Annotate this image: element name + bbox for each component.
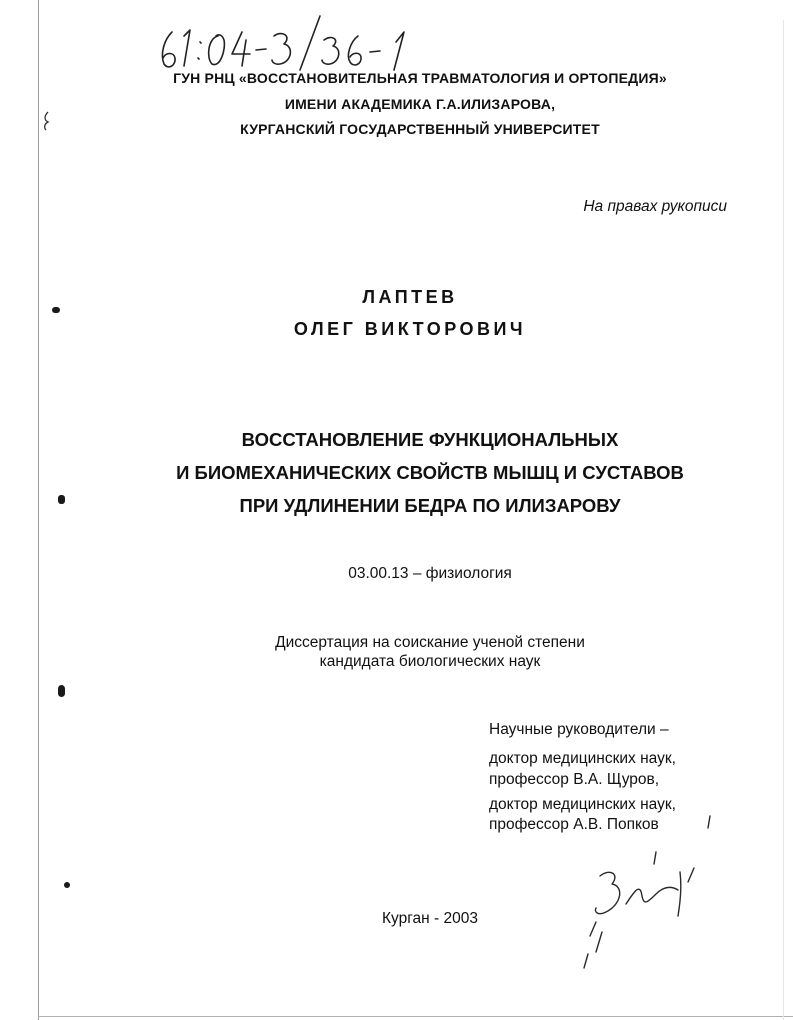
- supervisor-degree: доктор медицинских наук,: [489, 750, 676, 767]
- manuscript-rights-note: На правах рукописи: [583, 198, 727, 215]
- supervisor-name: профессор В.А. Щуров,: [489, 771, 660, 788]
- scan-edge-bottom: [38, 1016, 793, 1017]
- specialty-code: 03.00.13 – физиология: [348, 565, 512, 582]
- dissertation-title-line: ПРИ УДЛИНЕНИИ БЕДРА ПО ИЛИЗАРОВУ: [239, 495, 621, 516]
- city-and-year: Курган - 2003: [382, 910, 478, 927]
- dissertation-title-line: И БИОМЕХАНИЧЕСКИХ СВОЙСТВ МЫШЦ И СУСТАВОВ: [176, 462, 684, 483]
- supervisors-heading: Научные руководители –: [489, 721, 669, 738]
- handwritten-signature: [576, 812, 726, 982]
- handwritten-catalog-code: [150, 10, 430, 74]
- organization-line: КУРГАНСКИЙ ГОСУДАРСТВЕННЫЙ УНИВЕРСИТЕТ: [240, 121, 600, 137]
- scan-mark: [40, 110, 54, 132]
- dissertation-title-line: ВОССТАНОВЛЕНИЕ ФУНКЦИОНАЛЬНЫХ: [241, 429, 619, 450]
- scan-mark: [64, 882, 70, 888]
- author-given-names: ОЛЕГ ВИКТОРОВИЧ: [293, 319, 527, 339]
- supervisor-degree: доктор медицинских наук,: [489, 796, 676, 813]
- scan-mark: [58, 495, 65, 504]
- organization-line: ГУН РНЦ «ВОССТАНОВИТЕЛЬНАЯ ТРАВМАТОЛОГИЯ И ОРТОПЕДИЯ»: [173, 70, 667, 86]
- degree-statement-line: кандидата биологических наук: [319, 653, 541, 670]
- supervisor-name: профессор А.В. Попков: [489, 816, 659, 833]
- author-surname: ЛАПТЕВ: [362, 287, 458, 307]
- organization-line: ИМЕНИ АКАДЕМИКА Г.А.ИЛИЗАРОВА,: [284, 96, 556, 112]
- scan-edge-right: [783, 20, 784, 1020]
- scan-mark: [58, 685, 65, 697]
- scan-mark: [52, 307, 60, 313]
- scan-edge-left: [38, 0, 39, 1020]
- degree-statement-line: Диссертация на соискание ученой степени: [275, 634, 585, 651]
